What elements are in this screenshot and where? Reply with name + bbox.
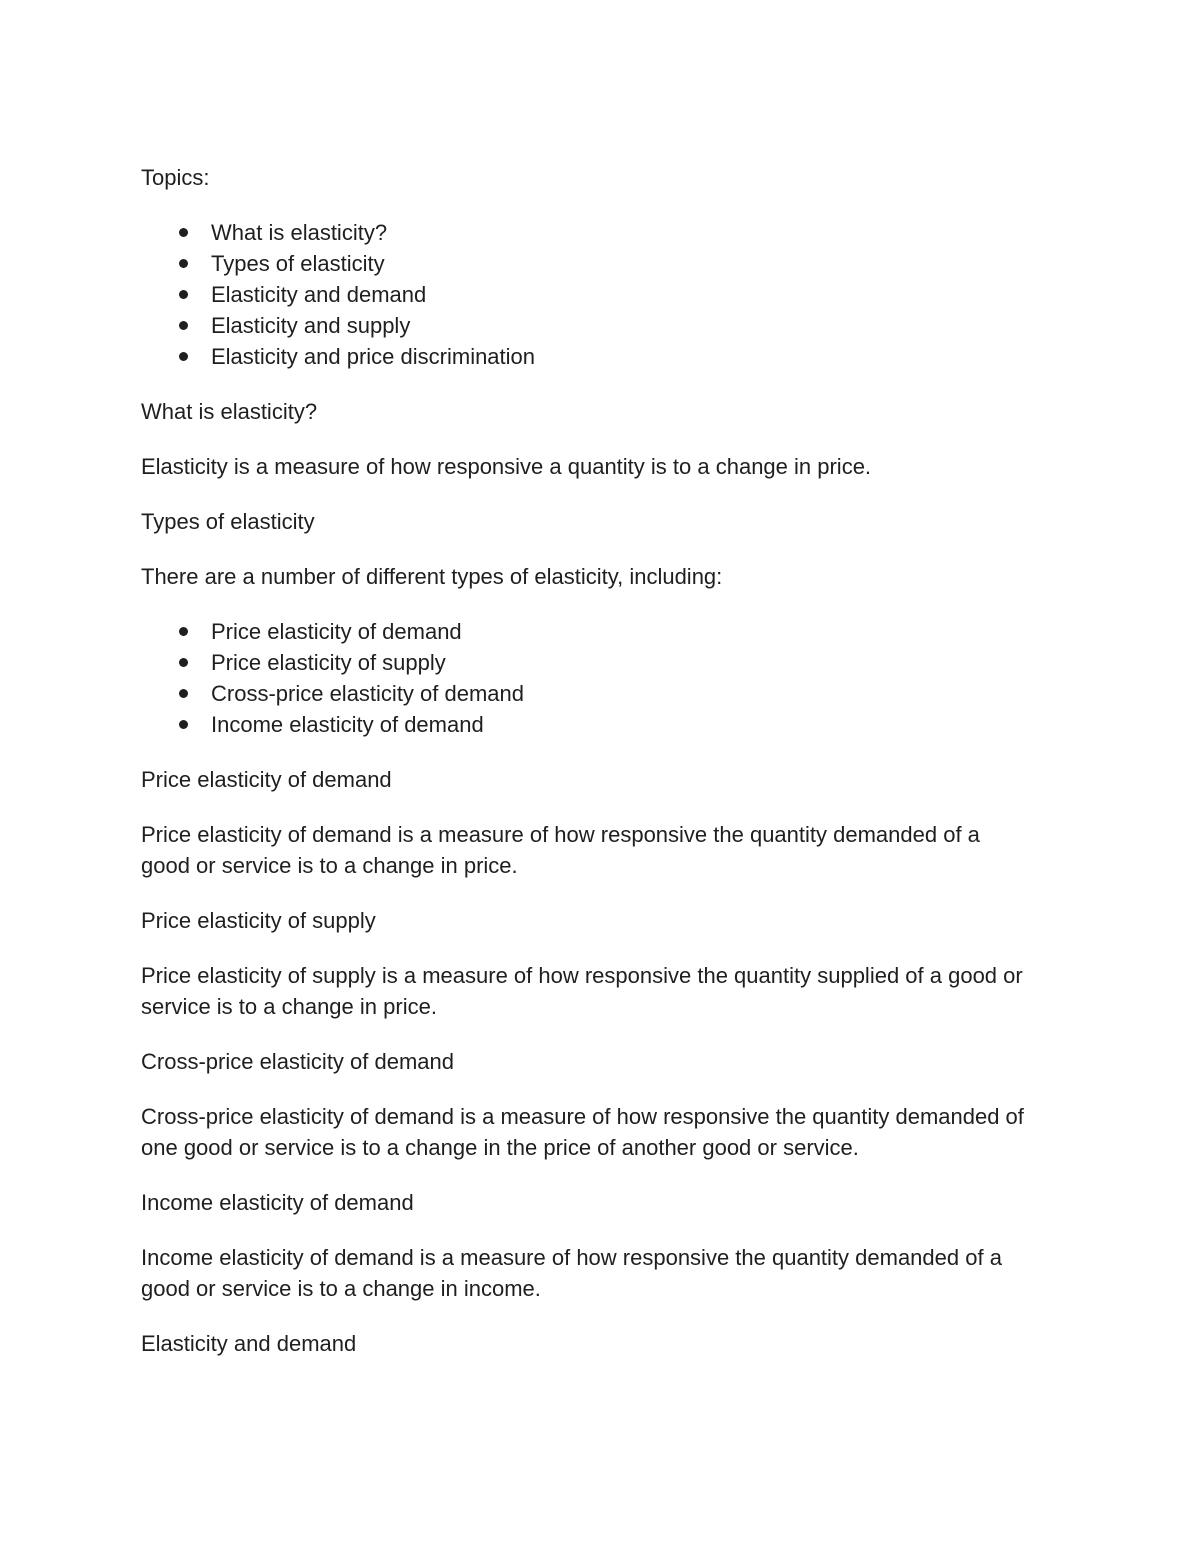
list-item [141,248,1041,279]
bullet-icon [179,290,188,299]
list-item-label: Price elasticity of supply [211,650,446,675]
list-item-label: Income elasticity of demand [211,712,484,737]
list-item [141,341,1041,372]
bullet-icon [179,720,188,729]
bullet-icon [179,228,188,237]
list-item-label: Elasticity and demand [211,282,427,307]
section-heading-pes: Price elasticity of supply [141,908,376,933]
topics-heading: Topics: [141,165,210,190]
bullet-icon [179,627,188,636]
list-item [141,678,1041,709]
section-heading-what-is: What is elasticity? [141,399,318,424]
bullet-icon [179,321,188,330]
bullet-icon [179,689,188,698]
section-body-ped: Price elasticity of demand is a measure of how responsive the quantity demanded of a good or service is to a change in price. [141,822,980,878]
list-item-label: What is elasticity? [211,220,388,245]
section-heading-ped: Price elasticity of demand [141,767,392,792]
list-item-label: Cross-price elasticity of demand [211,681,525,706]
section-heading-elasticity-demand: Elasticity and demand [141,1331,357,1356]
section-heading-xed: Cross-price elasticity of demand [141,1049,455,1074]
bullet-icon [179,259,188,268]
list-item [141,217,1041,248]
list-item-label: Types of elasticity [211,251,385,276]
bullet-icon [179,352,188,361]
section-heading-yed: Income elasticity of demand [141,1190,414,1215]
document-page [141,162,1041,1383]
list-item [141,647,1041,678]
section-intro-types: There are a number of different types of elasticity, including: [141,564,723,589]
list-item [141,616,1041,647]
section-body-pes: Price elasticity of supply is a measure of how responsive the quantity supplied of a good or service is to a change in price. [141,963,1023,1019]
list-item [141,709,1041,740]
types-list [141,616,1041,740]
topics-list [141,217,1041,372]
section-body-what-is: Elasticity is a measure of how responsive a quantity is to a change in price. [141,454,872,479]
list-item-label: Price elasticity of demand [211,619,462,644]
bullet-icon [179,658,188,667]
section-heading-types: Types of elasticity [141,509,315,534]
list-item-label: Elasticity and price discrimination [211,344,536,369]
section-body-xed: Cross-price elasticity of demand is a measure of how responsive the quantity demanded of one good or service is to a change in the price of another good or service. [141,1104,1024,1160]
list-item [141,310,1041,341]
list-item [141,279,1041,310]
section-body-yed: Income elasticity of demand is a measure of how responsive the quantity demanded of a good or service is to a change in income. [141,1245,1002,1301]
list-item-label: Elasticity and supply [211,313,411,338]
